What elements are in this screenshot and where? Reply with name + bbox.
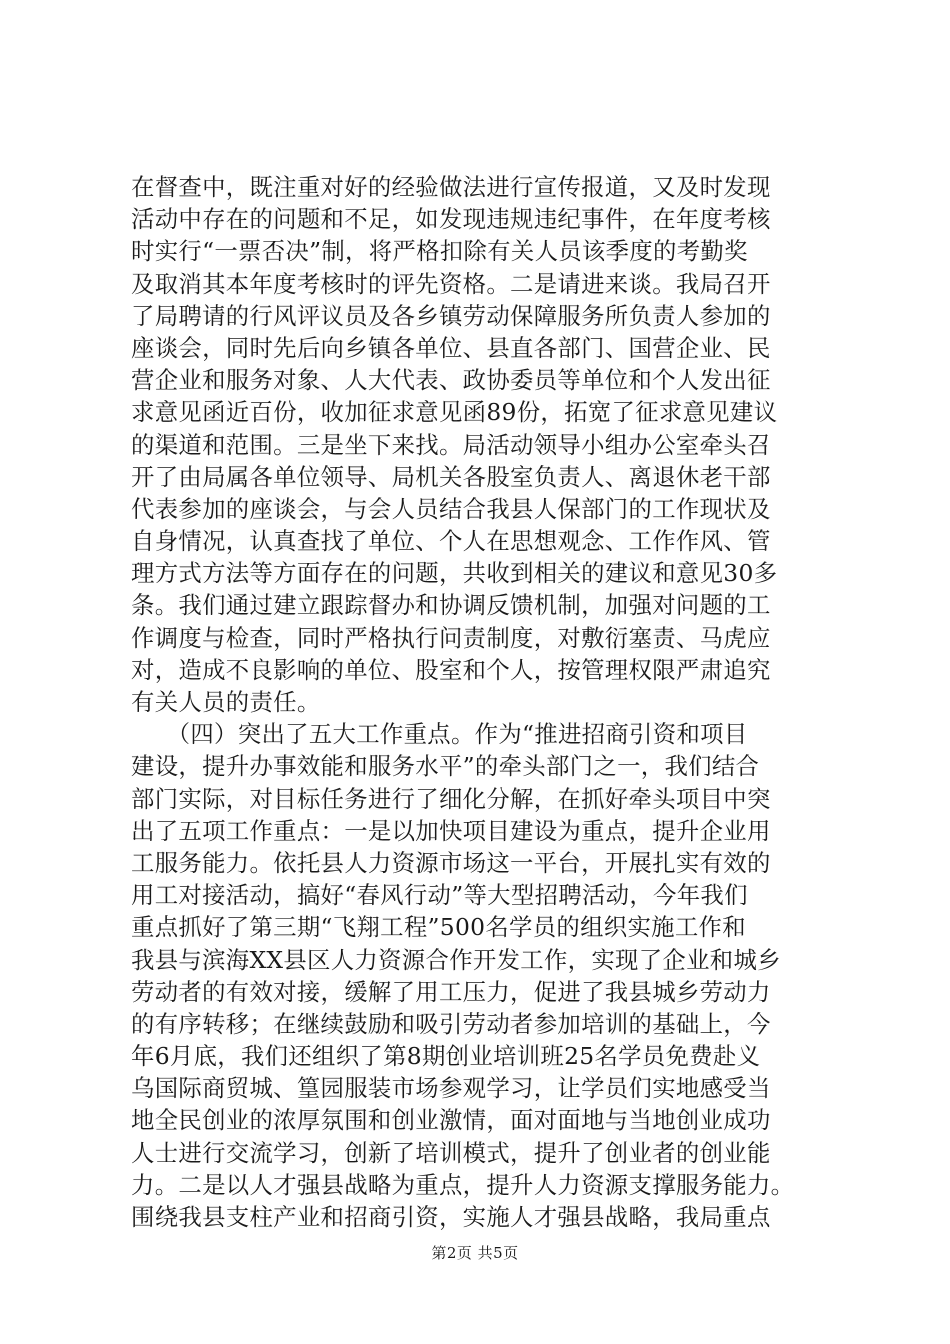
text-line: 的有序转移；在继续鼓励和吸引劳动者参加培训的基础上，今 bbox=[131, 1009, 771, 1038]
text-line: 条。我们通过建立跟踪督办和协调反馈机制，加强对问题的工 bbox=[131, 591, 771, 620]
text-line: 年6月底，我们还组织了第8期创业培训班25名学员免费赴义 bbox=[131, 1042, 761, 1071]
text-line: 活动中存在的问题和不足，如发现违规违纪事件，在年度考核 bbox=[131, 205, 771, 234]
text-line: 对，造成不良影响的单位、股室和个人，按管理权限严肃追究 bbox=[131, 655, 771, 684]
text-line: 重点抓好了第三期“飞翔工程”500名学员的组织实施工作和 bbox=[131, 913, 746, 942]
text-line: 用工对接活动，搞好“春风行动”等大型招聘活动，今年我们 bbox=[131, 881, 748, 910]
text-line: 理方式方法等方面存在的问题，共收到相关的建议和意见30多 bbox=[131, 559, 778, 588]
text-line: 在督查中，既注重对好的经验做法进行宣传报道，又及时发现 bbox=[131, 173, 771, 201]
text-line: 有关人员的责任。 bbox=[131, 688, 321, 716]
text-line: 人士进行交流学习，创新了培训模式，提升了创业者的创业能 bbox=[131, 1138, 771, 1167]
text-line: 时实行“一票否决”制，将严格扣除有关人员该季度的考勤奖 bbox=[131, 237, 748, 266]
text-line: 劳动者的有效对接，缓解了用工压力，促进了我县城乡劳动力 bbox=[131, 977, 771, 1006]
text-line: 地全民创业的浓厚氛围和创业激情，面对面地与当地创业成功 bbox=[131, 1106, 771, 1135]
text-line: 乌国际商贸城、篁园服装市场参观学习，让学员们实地感受当 bbox=[131, 1074, 771, 1103]
text-line: 工服务能力。依托县人力资源市场这一平台，开展扎实有效的 bbox=[131, 848, 771, 877]
text-line: （四）突出了五大工作重点。作为“推进招商引资和项目 bbox=[131, 720, 748, 749]
text-line: 的渠道和范围。三是坐下来找。局活动领导小组办公室牵头召 bbox=[131, 430, 771, 459]
text-line: 力。二是以人才强县战略为重点，提升人力资源支撑服务能力。 bbox=[131, 1170, 795, 1199]
text-line: 营企业和服务对象、人大代表、政协委员等单位和个人发出征 bbox=[131, 366, 771, 395]
text-line: 作调度与检查，同时严格执行问责制度，对敷衍塞责、马虎应 bbox=[131, 623, 771, 652]
text-line: 部门实际，对目标任务进行了细化分解，在抓好牵头项目中突 bbox=[131, 784, 771, 813]
text-line: 自身情况，认真查找了单位、个人在思想观念、工作作风、管 bbox=[131, 527, 771, 556]
text-line: 出了五项工作重点：一是以加快项目建设为重点，提升企业用 bbox=[131, 816, 771, 845]
text-line: 我县与滨海XX县区人力资源合作开发工作，实现了企业和城乡 bbox=[131, 945, 781, 974]
text-line: 开了由局属各单位领导、局机关各股室负责人、离退休老干部 bbox=[131, 462, 771, 491]
text-line: 座谈会，同时先后向乡镇各单位、县直各部门、国营企业、民 bbox=[131, 333, 771, 362]
text-line: 建设，提升办事效能和服务水平”的牵头部门之一，我们结合 bbox=[131, 752, 760, 781]
text-line: 代表参加的座谈会，与会人员结合我县人保部门的工作现状及 bbox=[131, 494, 771, 523]
text-line: 了局聘请的行风评议员及各乡镇劳动保障服务所负责人参加的 bbox=[131, 301, 771, 330]
text-line: 围绕我县支柱产业和招商引资，实施人才强县战略，我局重点 bbox=[131, 1203, 771, 1231]
text-line: 及取消其本年度考核时的评先资格。二是请进来谈。我局召开 bbox=[131, 269, 771, 298]
body-text bbox=[131, 171, 831, 1233]
page-footer: 第2页 共5页 bbox=[431, 1244, 519, 1262]
text-line: 求意见函近百份，收加征求意见函89份，拓宽了征求意见建议 bbox=[131, 398, 778, 427]
